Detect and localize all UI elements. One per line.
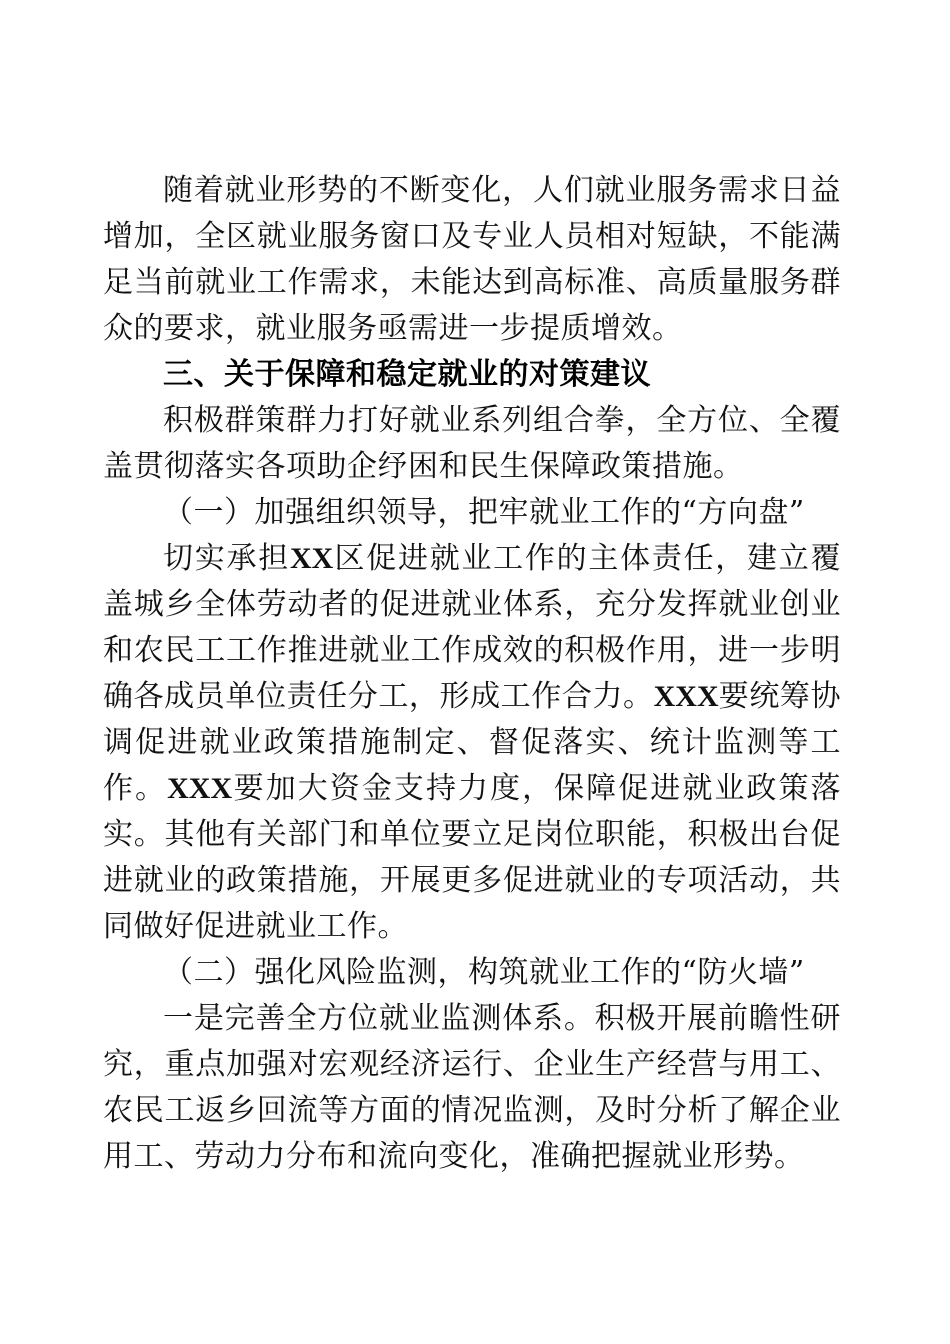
document-text-column [103,168,841,1180]
heading-subsection-two: （二）强化风险监测，构筑就业工作的“防火墙” [163,955,805,990]
paragraph-subsection-two-body: 一是完善全方位就业监测体系。积极开展前瞻性研究，重点加强对宏观经济运行、企业生产经营与用工、农民工返乡回流等方面的情况监测，及时分析了解企业用工、劳动力分布和流向变化，准确把握就业形势。 [103,1001,841,1174]
paragraph-section-three-intro: 积极群策群力打好就业系列组合拳，全方位、全覆盖贯彻落实各项助企纾困和民生保障政策措施。 [103,403,841,484]
paragraph-subsection-one-body: 切实承担XX区促进就业工作的主体责任，建立覆盖城乡全体劳动者的促进就业体系，充分发挥就业创业和农民工工作推进就业工作成效的积极作用，进一步明确各成员单位责任分工，形成工作合力。XXX要统筹协调促进就业政策措施制定、督促落实、统计监测等工作。XXX要加大资金支持力度，保障促进就业政策落实。其他有关部门和单位要立足岗位职能，积极出台促进就业的政策措施，开展更多促进就业的专项活动，共同做好促进就业工作。 [103,541,842,944]
heading-section-three: 三、关于保障和稳定就业的对策建议 [163,357,651,392]
placeholder-token: XXX [167,772,233,805]
placeholder-token: XXX [653,680,719,713]
paragraph-employment-service-demand: 随着就业形势的不断变化，人们就业服务需求日益增加，全区就业服务窗口及专业人员相对短缺，不能满足当前就业工作需求，未能达到高标准、高质量服务群众的要求，就业服务亟需进一步提质增效。 [103,173,841,346]
placeholder-token: XX [289,542,334,575]
heading-subsection-one: （一）加强组织领导，把牢就业工作的“方向盘” [163,495,805,530]
